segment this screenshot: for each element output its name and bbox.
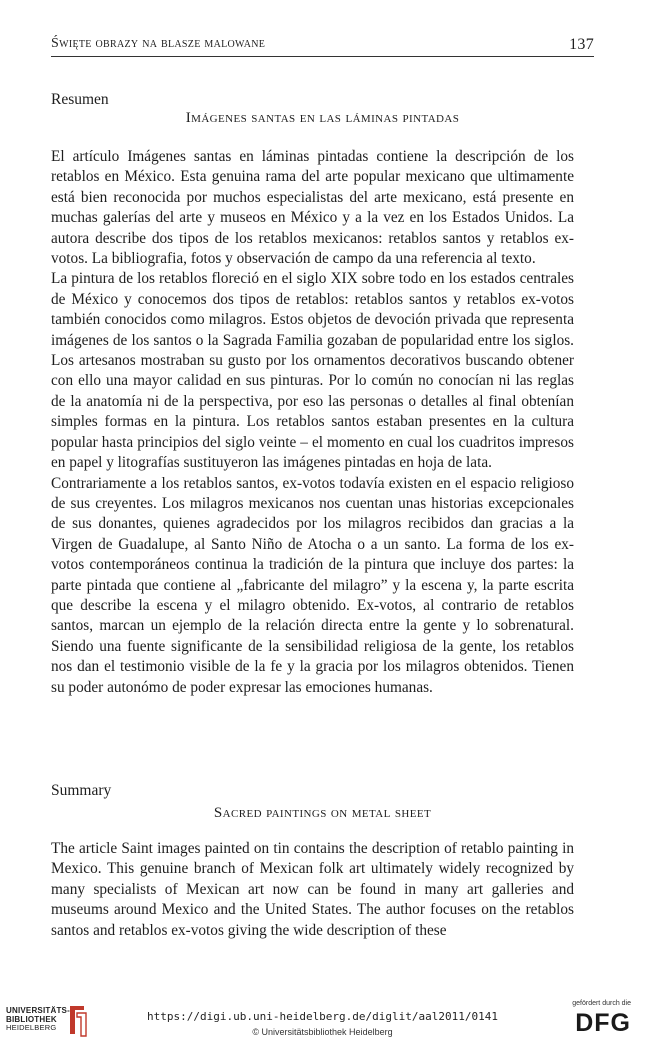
library-name-line: BIBLIOTHEK [6,1014,57,1024]
resumen-heading: Imágenes santas en las láminas pintadas [185,110,460,126]
document-url-link[interactable]: https://digi.ub.uni-heidelberg.de/diglit/aal2011/0141 [147,1010,498,1023]
resumen-paragraph: La pintura de los retablos floreció en el siglo XIX sobre todo en los estados centrales de México y conocemos dos tipos de retablos: retablos santos y retablos ex-votos también conocidos como milagros. Estos objetos de devoción privada que representa imágenes de los santos o la Sagrada Familia gozaban de popularidad entre los siglos. Los artesanos mostraban su gusto por los ornamentos decorativos buscando obtener con ello una mayor calidad en sus pinturas. Por lo común no conocían ni las reglas de la anatomía ni de la perspectiva, por eso las personas o detalles al final obtenían simples formas en la pintura. Los retablos santos estaban presentes en la cultura popular hasta principios del siglo veinte – el momento en cual los cuadritos impresos en papel y litografías sustituyeron las imágenes pintadas en hoja de lata. [51,270,574,472]
summary-label: Summary [51,782,112,799]
copyright-notice: © Universitätsbibliothek Heidelberg [252,1027,393,1037]
summary-body [51,839,574,941]
resumen-label: Resumen [51,91,109,108]
summary-heading: Sacred paintings on metal sheet [213,805,432,821]
running-head [51,36,594,57]
resumen-body [51,147,574,698]
funder-note: gefördert durch die [572,1000,631,1007]
dfg-logo[interactable] [561,1000,631,1040]
viewer-footer [0,1000,645,1045]
resumen-paragraph: Contrariamente a los retablos santos, ex-votos todavía existen en el espacio religioso de sus creyentes. Los milagros mexicanos nos cuentan unas historias excepcionales de sus donantes, quienes agradecidos por los milagros recibidos dan gracias a la Virgen de Guadalupe, al Santo Niño de Atocha o a un santo. La forma de los ex-votos contemporáneos continua la tradición de la pintura que incluye dos partes: la parte pintada que contiene al „fabricante del milagro” y la escena y, la parte escrita que describe la escena y el milagro obtenido. Ex-votos, al contrario de retablos santos, marcan un ejemplo de la relación directa entre la gente y lo sobrenatural. Siendo una fuente significante de la sensibilidad religiosa de la gente, los retablos nos dan el testimonio visible de la fe y la gracia por los milagros obtenidos. Tienen su poder autonómo de poder expresar las emociones humanas. [51,474,574,696]
resumen-paragraph: El artículo Imágenes santas en láminas pintadas contiene la descripción de los retablos en México. Esta genuina rama del arte popular mexicano que ultimamente está bien reconocida por muchos especialistas del arte mexicano, está presente en muchas galerías del arte y museos en México y a la vez en los Estados Unidos. La autora describe dos tipos de los retablos mexicanos: retablos santos y retablos ex-votos. La bibliografia, fotos y observación de campo da una referencia al texto. [51,148,574,268]
funder-name: DFG [575,1009,631,1037]
library-name-line: UNIVERSITÄTS- [6,1006,70,1015]
running-head-title: Święte obrazy na blasze malowane [51,36,266,51]
summary-paragraph: The article Saint images painted on tin contains the description of retablo painting in Mexico. This genuine branch of Mexican folk art ultimately widely recognized by many specialists of Mexican art now can be found in many art galleries and museums around Mexico and the United States. The author focuses on the retablos santos and retablos ex-votos giving the wide description of these [51,840,574,939]
page-number: 137 [569,36,594,53]
library-name-line: HEIDELBERG [6,1023,57,1032]
